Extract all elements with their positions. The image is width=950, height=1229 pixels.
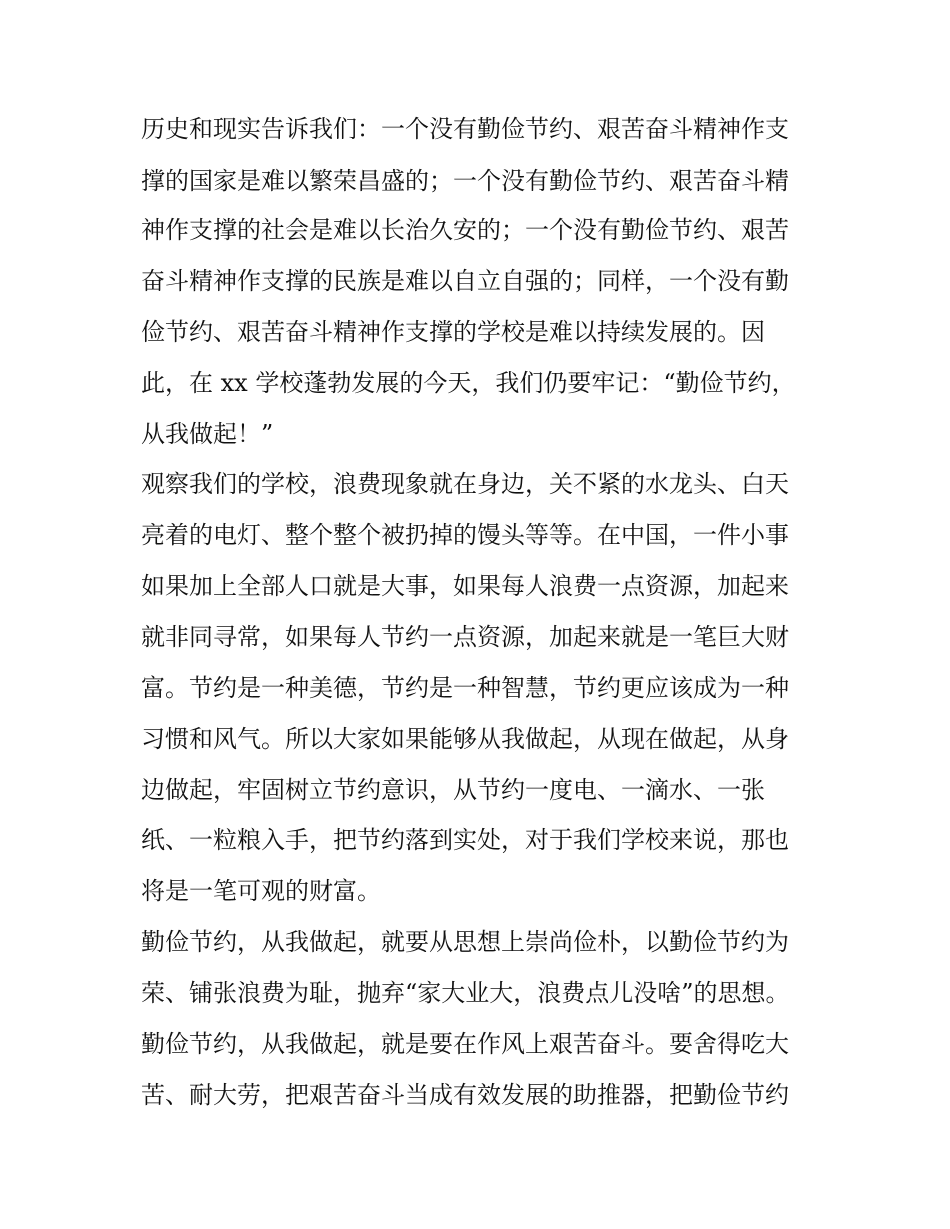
text-line-11: 就非同寻常，如果每人节约一点资源，加起来就是一笔巨大财 [141,623,789,651]
text-line-5: 俭节约、艰苦奋斗精神作支撑的学校是难以持续发展的。因 [141,318,765,346]
text-line-15: 纸、一粒粮入手，把节约落到实处，对于我们学校来说，那也 [141,826,789,854]
text-line-17: 勤俭节约，从我做起，就要从思想上崇尚俭朴，以勤俭节约为 [141,928,789,956]
text-line-6: 此，在 xx 学校蓬勃发展的今天，我们仍要牢记：“勤俭节约， [141,369,796,397]
text-line-9: 亮着的电灯、整个整个被扔掉的馒头等等。在中国，一件小事 [141,521,789,549]
text-line-10: 如果加上全部人口就是大事，如果每人浪费一点资源，加起来 [141,572,789,600]
text-line-7: 从我做起！” [141,420,274,448]
text-line-16: 将是一笔可观的财富。 [141,877,381,905]
text-line-20: 苦、耐大劳，把艰苦奋斗当成有效发展的助推器，把勤俭节约 [141,1081,789,1109]
text-line-4: 奋斗精神作支撑的民族是难以自立自强的；同样，一个没有勤 [141,267,789,295]
text-line-19: 勤俭节约，从我做起，就是要在作风上艰苦奋斗。要舍得吃大 [141,1030,789,1058]
text-line-1: 历史和现实告诉我们：一个没有勤俭节约、艰苦奋斗精神作支 [141,115,789,143]
text-line-18: 荣、铺张浪费为耻，抛弃“家大业大，浪费点儿没啥”的思想。 [141,979,790,1007]
text-line-12: 富。节约是一种美德，节约是一种智慧，节约更应该成为一种 [141,674,789,702]
text-line-13: 习惯和风气。所以大家如果能够从我做起，从现在做起，从身 [141,725,789,753]
text-line-3: 神作支撑的社会是难以长治久安的；一个没有勤俭节约、艰苦 [141,216,789,244]
text-line-2: 撑的国家是难以繁荣昌盛的；一个没有勤俭节约、艰苦奋斗精 [141,167,789,195]
text-line-14: 边做起，牢固树立节约意识，从节约一度电、一滴水、一张 [141,776,765,804]
text-line-8: 观察我们的学校，浪费现象就在身边，关不紧的水龙头、白天 [141,470,789,498]
